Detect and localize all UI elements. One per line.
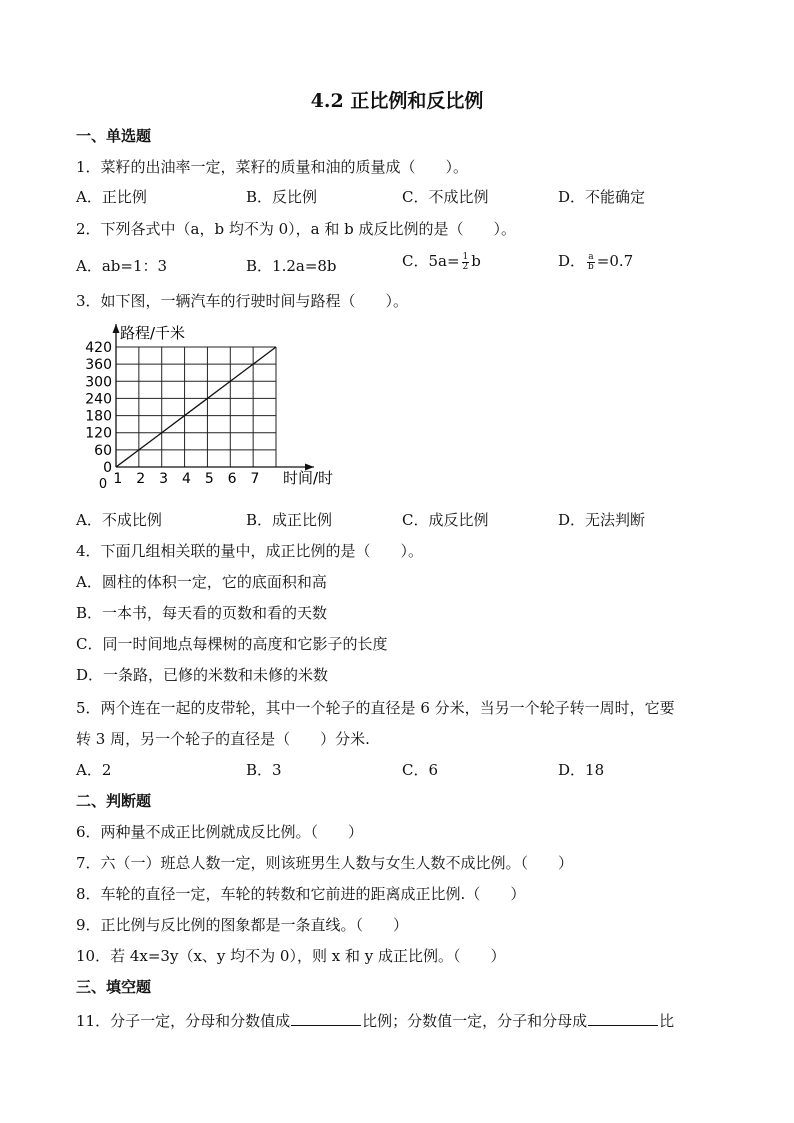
question-2-option-c	[402, 250, 481, 272]
fraction-numerator: 1	[462, 251, 469, 262]
question-11	[76, 1010, 674, 1031]
y-tick-label: 120	[85, 425, 112, 442]
judge-question-8: 8．车轮的直径一定，车轮的转数和它前进的距离成正比例.（ ）	[76, 885, 526, 903]
question-1-option-b: B．反比例	[246, 188, 318, 206]
y-tick-label: 0	[103, 460, 112, 476]
y-tick-label: 180	[85, 408, 112, 425]
question-11-part-3: 比	[659, 1012, 675, 1030]
chart-origin-label: 0	[98, 477, 108, 492]
question-11-part-2: 比例；分数值一定，分子和分母成	[362, 1012, 588, 1030]
question-3-stem: 3．如下图，一辆汽车的行驶时间与路程（ ）。	[76, 292, 409, 310]
chart-y-axis-label: 路程/千米	[120, 324, 186, 342]
x-tick-label: 3	[159, 471, 169, 487]
chart-axes	[113, 324, 315, 471]
y-axis-arrow	[113, 324, 120, 333]
x-tick-label: 2	[136, 471, 146, 487]
x-tick-label: 4	[181, 471, 191, 487]
section-heading-single-choice: 一、单选题	[76, 127, 152, 145]
question-5-option-b: B．3	[246, 761, 282, 779]
question-5-stem-line-2: 转 3 周，另一个轮子的直径是（ ）分米.	[76, 730, 370, 748]
chart-x-axis-label: 时间/时	[283, 469, 334, 487]
question-1-option-d: D．不能确定	[558, 188, 646, 206]
chart-series	[116, 347, 276, 467]
question-1-option-a: A．正比例	[76, 188, 147, 206]
question-5-option-d: D．18	[558, 761, 605, 779]
answer-blank-1[interactable]	[291, 1011, 361, 1026]
question-5-stem-line-1: 5．两个连在一起的皮带轮，其中一个轮子的直径是 6 分米，当另一个轮子转一周时，它要	[76, 699, 675, 717]
judge-question-7: 7．六（一）班总人数一定，则该班男生人数与女生人数不成比例。（ ）	[76, 854, 574, 872]
fraction	[462, 253, 470, 272]
question-4-option-c: C．同一时间地点每棵树的高度和它影子的长度	[76, 635, 388, 653]
question-2-option-a: A．ab=1：3	[76, 257, 168, 275]
question-3-option-b: B．成正比例	[246, 511, 333, 529]
fraction-numerator: a	[588, 251, 594, 262]
question-2-option-b: B．1.2a=8b	[246, 257, 337, 275]
page-title: 4.2 正比例和反比例	[310, 90, 484, 112]
x-tick-label: 1	[113, 471, 123, 487]
question-2-stem: 2．下列各式中（a，b 均不为 0），a 和 b 成反比例的是（ ）。	[76, 220, 517, 238]
judge-question-6: 6．两种量不成正比例就成反比例。（ ）	[76, 823, 364, 841]
question-2-option-d-prefix: D．	[558, 252, 586, 270]
question-2-option-c-suffix: b	[471, 252, 481, 270]
fraction-denominator: 2	[462, 261, 469, 272]
answer-blank-2[interactable]	[588, 1011, 658, 1026]
judge-question-9: 9．正比例与反比例的图象都是一条直线。（ ）	[76, 916, 409, 934]
y-tick-label: 60	[94, 442, 112, 459]
x-tick-label: 6	[227, 471, 237, 487]
question-1-stem: 1．菜籽的出油率一定，菜籽的质量和油的质量成（ ）。	[76, 158, 469, 176]
question-2-option-d	[558, 250, 633, 272]
fraction-denominator: b	[588, 261, 594, 272]
y-tick-label: 360	[85, 357, 112, 374]
question-4-option-a: A．圆柱的体积一定，它的底面积和高	[76, 573, 327, 591]
question-4-stem: 4．下面几组相关联的量中，成正比例的是（ ）。	[76, 542, 424, 560]
distance-time-chart	[70, 320, 360, 495]
fraction	[587, 253, 595, 272]
y-tick-label: 300	[85, 374, 112, 391]
section-heading-fill-blank: 三、填空题	[76, 978, 152, 996]
chart-y-tick-labels	[85, 340, 112, 476]
section-heading-true-false: 二、判断题	[76, 792, 152, 810]
question-4-option-b: B．一本书，每天看的页数和看的天数	[76, 604, 328, 622]
question-5-option-c: C．6	[402, 761, 439, 779]
question-1-option-c: C．不成比例	[402, 188, 489, 206]
question-4-option-d: D．一条路，已修的米数和未修的米数	[76, 666, 329, 684]
question-3-option-c: C．成反比例	[402, 511, 489, 529]
series-line	[116, 347, 276, 467]
question-5-option-a: A．2	[76, 761, 112, 779]
chart-x-tick-labels	[113, 471, 259, 487]
question-3-option-a: A．不成比例	[76, 511, 162, 529]
question-3-option-d: D．无法判断	[558, 511, 646, 529]
x-tick-label: 5	[204, 471, 214, 487]
y-tick-label: 240	[85, 391, 112, 408]
question-2-option-d-suffix: =0.7	[596, 252, 634, 270]
x-tick-label: 7	[250, 471, 260, 487]
judge-question-10: 10．若 4x=3y（x、y 均不为 0），则 x 和 y 成正比例。（ ）	[76, 947, 506, 965]
question-11-part-1: 11．分子一定，分母和分数值成	[76, 1012, 291, 1030]
question-2-option-c-prefix: C．5a=	[402, 252, 460, 270]
y-tick-label: 420	[85, 340, 112, 356]
